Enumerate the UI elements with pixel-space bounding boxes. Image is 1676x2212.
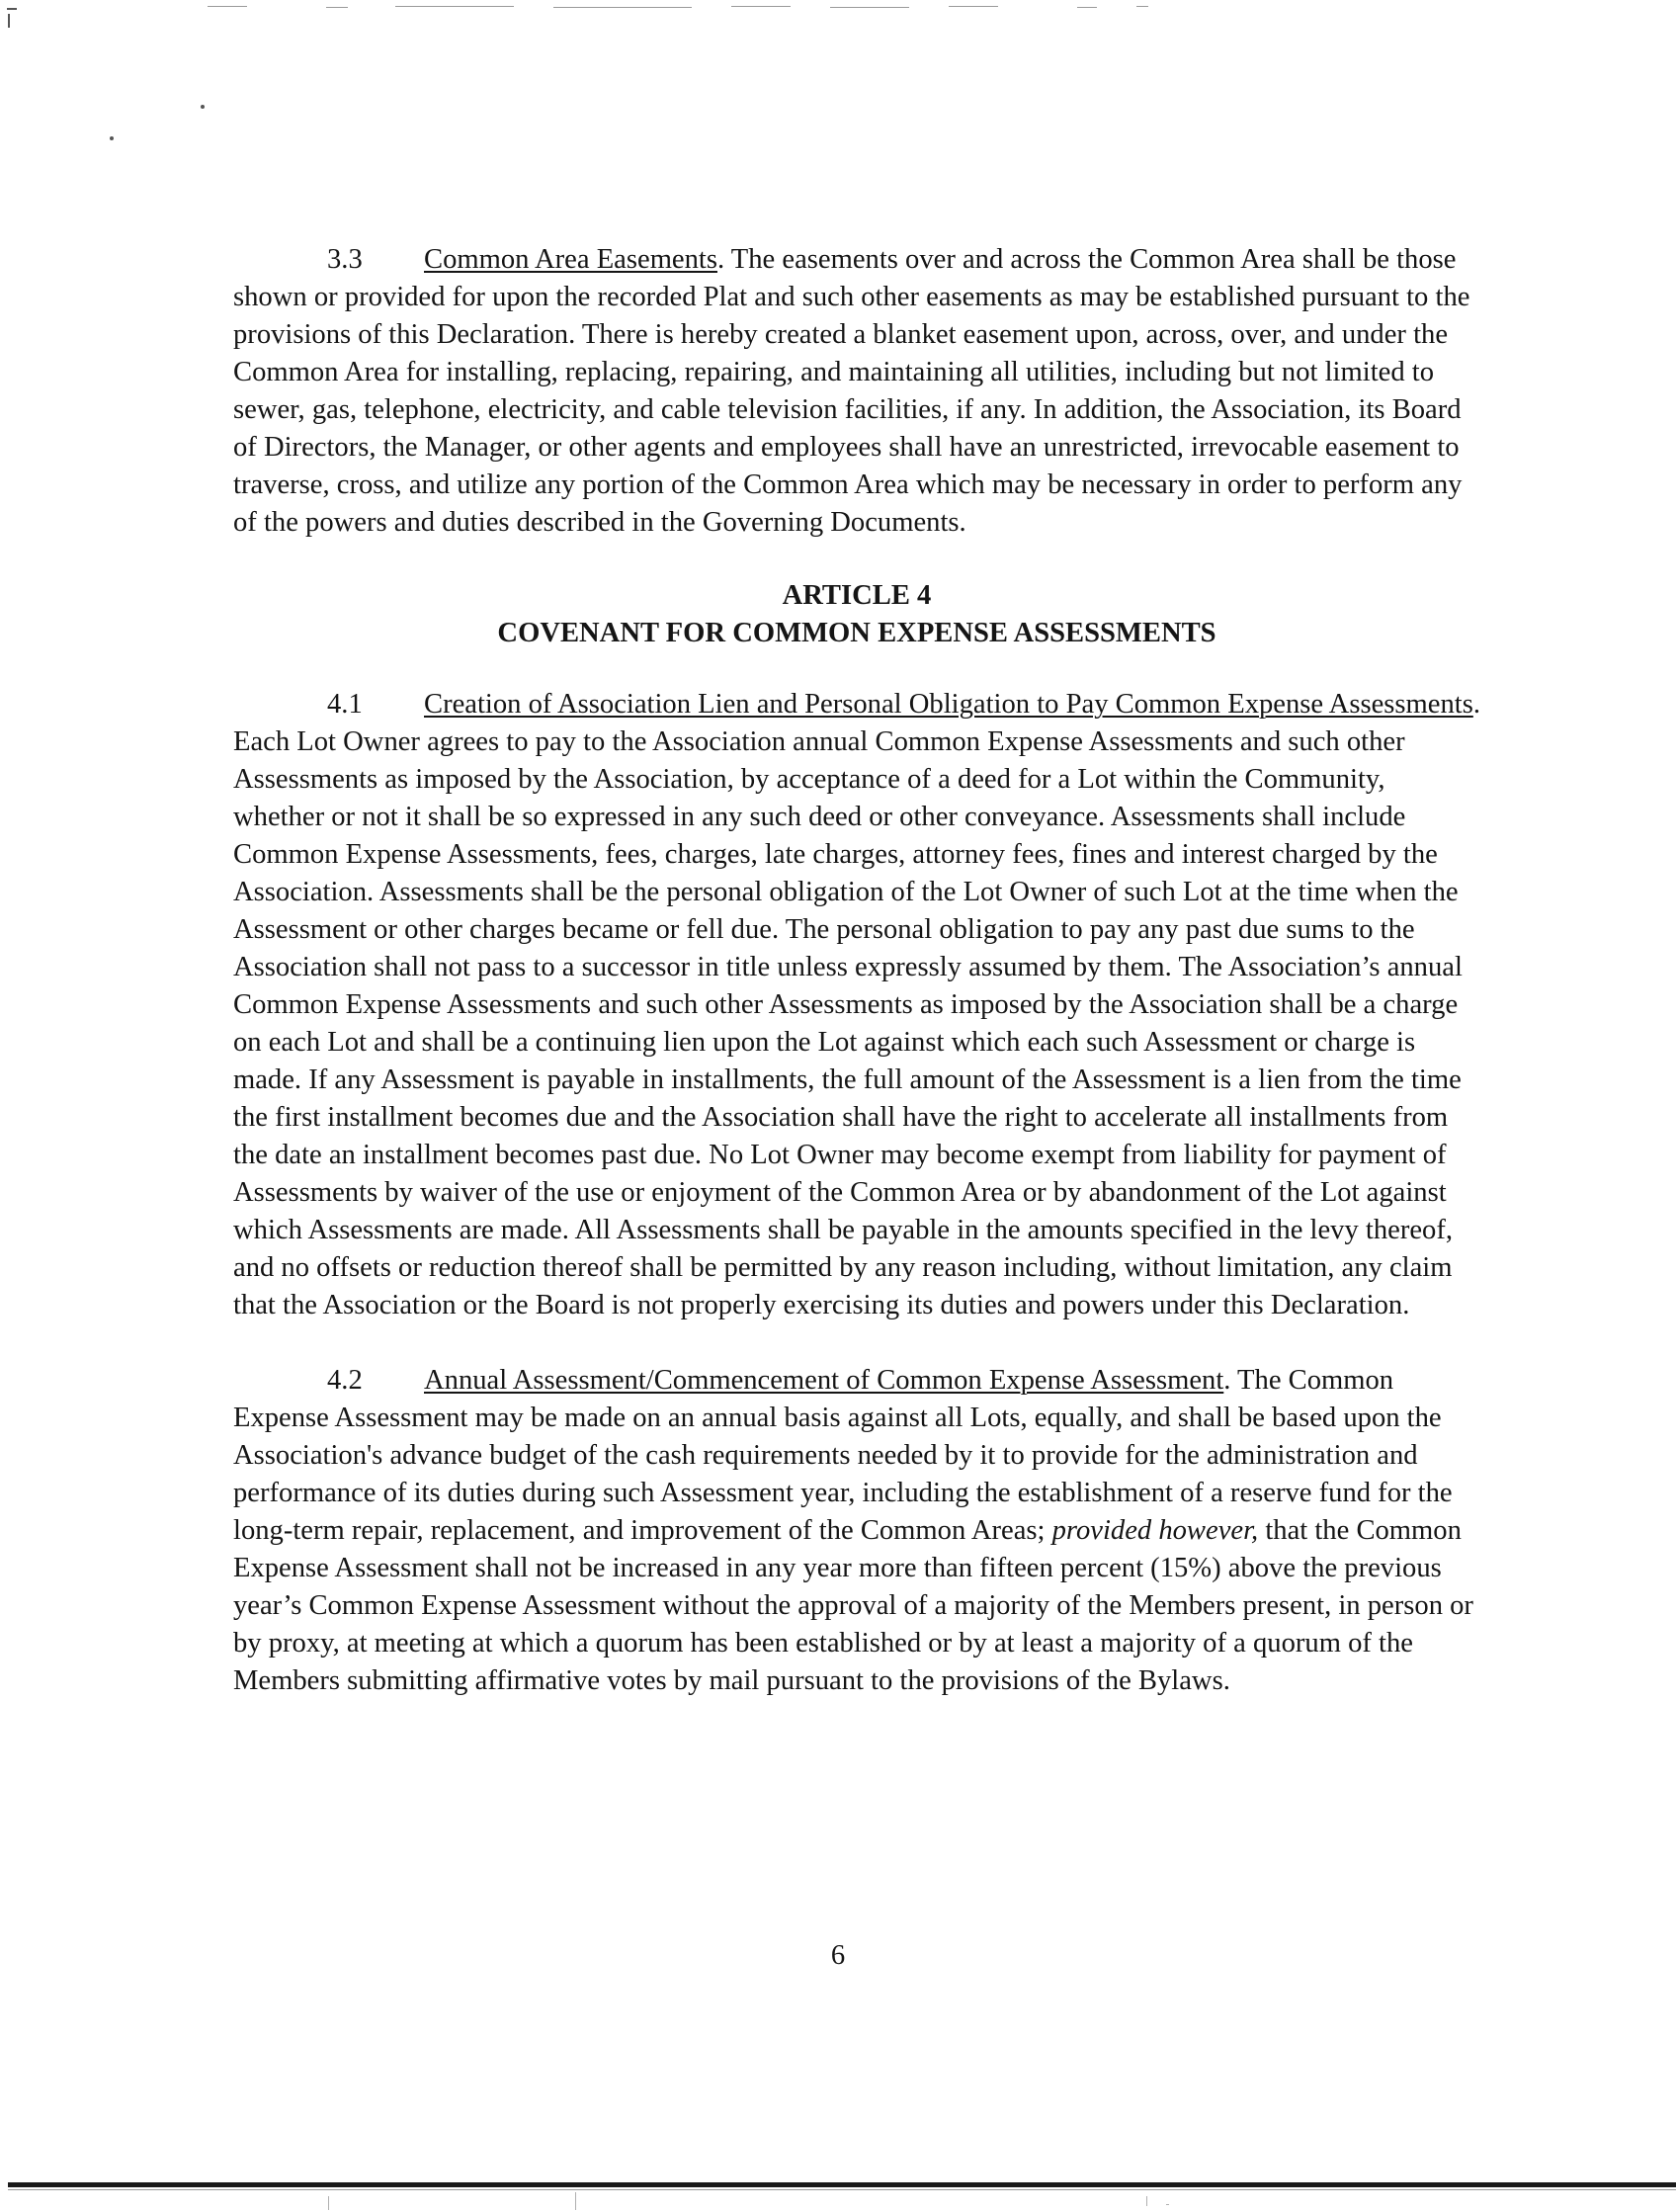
section-heading: Common Area Easements	[424, 244, 717, 275]
footer-rule	[8, 2182, 1676, 2187]
section-text: . The Common Expense Assessment may be made on an annual basis against all Lots, equally, and shall be based upon the Association's advance budget of the cash requirements needed by it to provide for the administration and performance of its duties during such Assessment year, including the establishment of a reserve fund for the long-term repair, replacement, and improvement of the Common Areas;	[233, 1365, 1453, 1546]
section-number: 4.2	[327, 1365, 363, 1396]
article-title: ARTICLE 4	[782, 580, 932, 611]
section-text: . The easements over and across the Common Area shall be those shown or provided for upon the recorded Plat and such other easements as may be established pursuant to the provisions of this Declaration. There is hereby created a blanket easement upon, across, over, and under the Common Area for installing, replacing, repairing, and maintaining all utilities, including but not limited to sewer, gas, telephone, electricity, and cable television facilities, if any. In addition, the Association, its Board of Directors, the Manager, or other agents and employees shall have an unrestricted, irrevocable easement to traverse, cross, and utilize any portion of the Common Area which may be necessary in order to perform any of the powers and duties described in the Governing Documents.	[233, 244, 1470, 538]
section-heading: Creation of Association Lien and Personal Obligation to Pay Common Expense Assessments	[424, 689, 1473, 720]
footer-rule-shadow	[8, 2189, 1676, 2190]
section-4-2	[233, 1362, 1480, 1700]
page-number: 6	[830, 1940, 846, 1971]
document-body	[233, 241, 1480, 1700]
section-number: 3.3	[327, 244, 363, 275]
section-number: 4.1	[327, 689, 363, 720]
section-3-3	[233, 241, 1480, 542]
section-4-1	[233, 686, 1480, 1324]
article-subtitle: COVENANT FOR COMMON EXPENSE ASSESSMENTS	[497, 618, 1216, 648]
article-heading	[233, 577, 1480, 652]
italic-phrase: provided however,	[1051, 1515, 1259, 1546]
section-text: . Each Lot Owner agrees to pay to the Association annual Common Expense Assessments and such other Assessments as imposed by the Association, by acceptance of a deed for a Lot within the Community, whether or not it shall be so expressed in any such deed or other conveyance. Assessments shall include Common Expense Assessments, fees, charges, late charges, attorney fees, fines and interest charged by the Association. Assessments shall be the personal obligation of the Lot Owner of such Lot at the time when the Assessment or other charges became or fell due. The personal obligation to pay any past due sums to the Association shall not pass to a successor in title unless expressly assumed by them. The Association’s annual Common Expense Assessments and such other Assessments as imposed by the Association shall be a charge on each Lot and shall be a continuing lien upon the Lot against which each such Assessment or charge is made. If any Assessment is payable in installments, the full amount of the Assessment is a lien from the time the first installment becomes due and the Association shall have the right to accelerate all installments from the date an installment becomes past due. No Lot Owner may become exempt from liability for payment of Assessments by waiver of the use or enjoyment of the Common Area or by abandonment of the Lot against which Assessments are made. All Assessments shall be payable in the amounts specified in the levy thereof, and no offsets or reduction thereof shall be permitted by any reason including, without limitation, any claim that the Association or the Board is not properly exercising its duties and powers under this Declaration.	[233, 689, 1480, 1320]
section-heading: Annual Assessment/Commencement of Common Expense Assessment	[424, 1365, 1224, 1396]
section-text-continued: that the Common Expense Assessment shall not be increased in any year more than fifteen percent (15%) above the previous year’s Common Expense Assessment without the approval of a majority of the Members present, in person or by proxy, at meeting at which a quorum has been established or by at least a majority of a quorum of the Members submitting affirmative votes by mail pursuant to the provisions of the Bylaws.	[233, 1515, 1473, 1696]
